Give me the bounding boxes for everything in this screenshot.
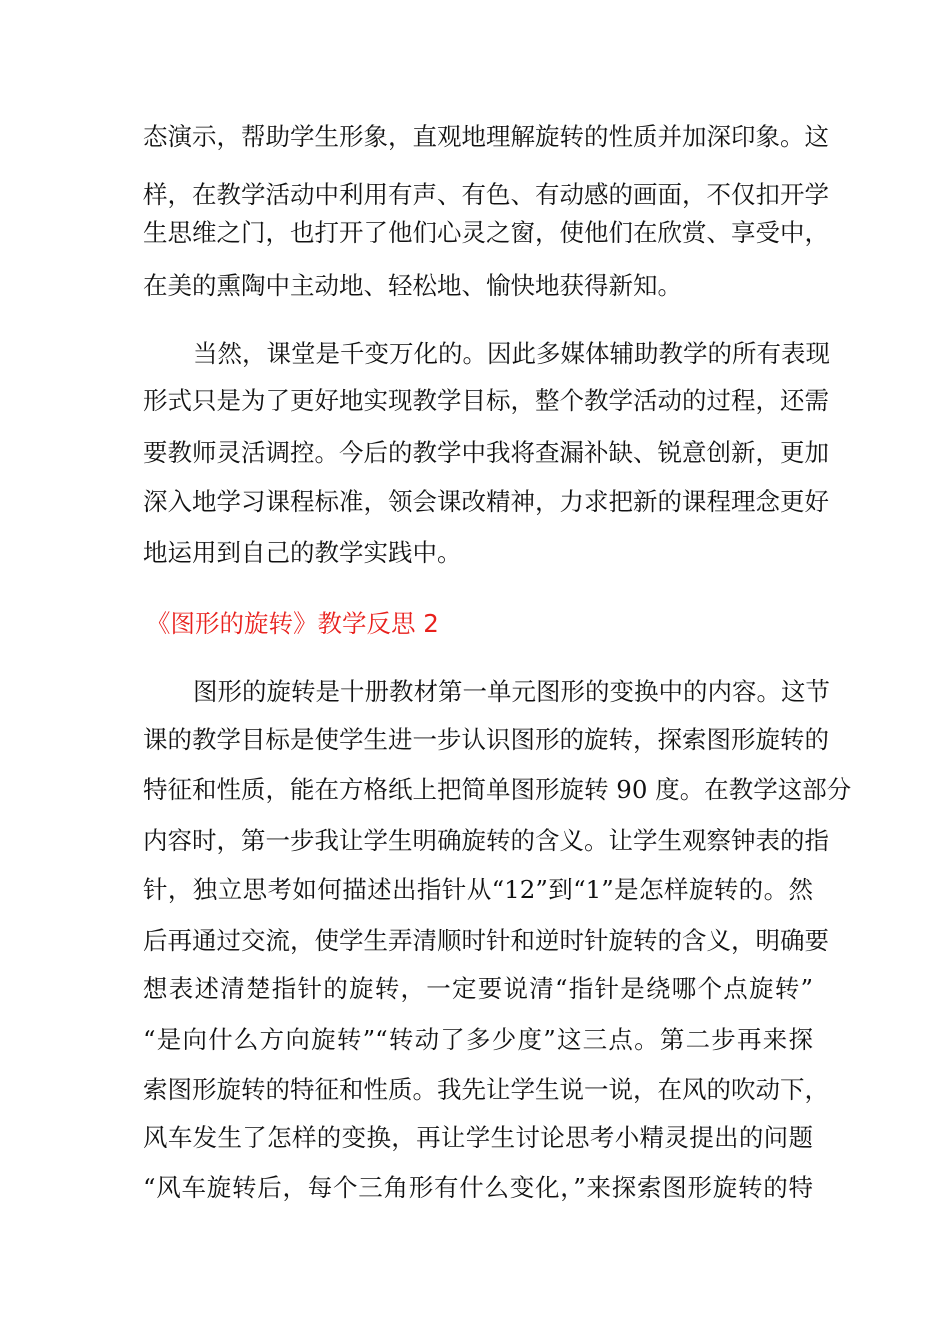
section-heading: 《图形的旋转》教学反思 2 <box>146 609 439 638</box>
paragraph-3-line-6: 后再通过交流，使学生弄清顺时针和逆时针旋转的含义，明确要 <box>143 926 829 955</box>
paragraph-1-line-2: 样，在教学活动中利用有声、有色、有动感的画面，不仅扣开学 <box>143 180 829 209</box>
paragraph-3-line-11: “风车旋转后，每个三角形有什么变化，”来探索图形旋转的特 <box>143 1173 813 1202</box>
paragraph-1-line-1: 态演示，帮助学生形象，直观地理解旋转的性质并加深印象。这 <box>143 122 829 151</box>
paragraph-2-line-5: 地运用到自己的教学实践中。 <box>143 538 462 567</box>
paragraph-2-line-4: 深入地学习课程标准，领会课改精神，力求把新的课程理念更好 <box>143 487 829 516</box>
paragraph-3-line-2: 课的教学目标是使学生进一步认识图形的旋转，探索图形旋转的 <box>143 725 829 754</box>
paragraph-3-line-10: 风车发生了怎样的变换，再让学生讨论思考小精灵提出的问题 <box>143 1123 813 1152</box>
paragraph-2-line-1: 当然，课堂是千变万化的。因此多媒体辅助教学的所有表现 <box>193 339 830 368</box>
paragraph-3-line-7: 想表述清楚指针的旋转，一定要说清“指针是绕哪个点旋转” <box>143 974 813 1003</box>
paragraph-2-line-3: 要教师灵活调控。今后的教学中我将查漏补缺、锐意创新，更加 <box>143 438 829 467</box>
paragraph-1-line-3: 生思维之门，也打开了他们心灵之窗，使他们在欣赏、享受中， <box>143 218 829 247</box>
paragraph-2-line-2: 形式只是为了更好地实现教学目标，整个教学活动的过程，还需 <box>143 386 829 415</box>
paragraph-3-line-9: 索图形旋转的特征和性质。我先让学生说一说，在风的吹动下， <box>143 1075 829 1104</box>
paragraph-3-line-4: 内容时，第一步我让学生明确旋转的含义。让学生观察钟表的指 <box>143 826 829 855</box>
paragraph-1-line-4: 在美的熏陶中主动地、轻松地、愉快地获得新知。 <box>143 271 682 300</box>
paragraph-3-line-3: 特征和性质，能在方格纸上把简单图形旋转 90 度。在教学这部分 <box>143 775 852 804</box>
paragraph-3-line-5: 针，独立思考如何描述出指针从“12”到“1”是怎样旋转的。然 <box>143 875 813 904</box>
paragraph-3-line-8: “是向什么方向旋转”“转动了多少度”这三点。第二步再来探 <box>143 1025 813 1054</box>
paragraph-3-line-1: 图形的旋转是十册教材第一单元图形的变换中的内容。这节 <box>193 677 830 706</box>
